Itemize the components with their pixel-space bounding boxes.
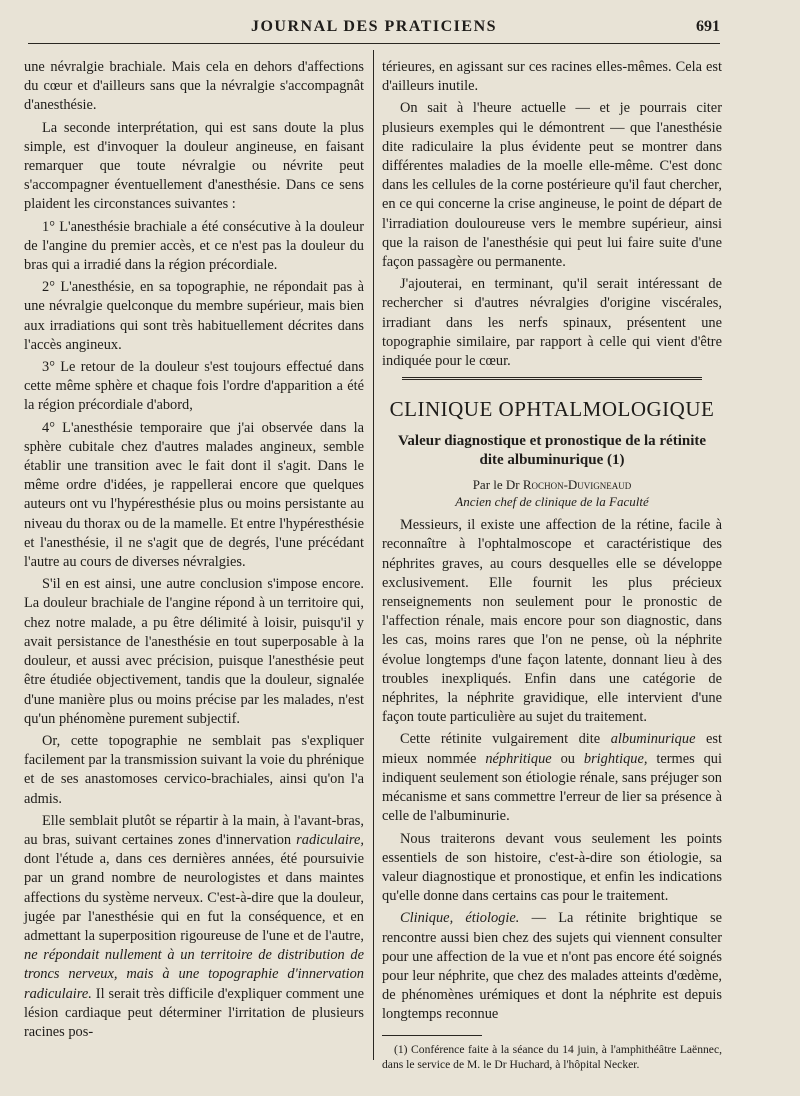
text-run: ou bbox=[551, 750, 584, 767]
paragraph bbox=[382, 909, 722, 1024]
paragraph: 1° L'anesthésie brachiale a été consécutive à la douleur de l'angine du premier accès, et ce n'est pas la douleur du bras qui a irradié dans la région précordiale. bbox=[24, 218, 364, 274]
paragraph bbox=[24, 812, 364, 1042]
paragraph bbox=[382, 730, 722, 826]
left-column bbox=[24, 58, 364, 1045]
article-title: Valeur diagnostique et pronostique de la rétinite dite albuminurique (1) bbox=[397, 433, 707, 469]
paragraph: 4° L'anesthésie temporaire que j'ai observée dans la sphère cubitale chez d'autres malades angineux, semble établir une transition avec le fait dont il s'agit. Dans le même ordre d'idées, je rappellerai encore que quelques auteurs ont vu l'hypéresthésie plus ou moins persistante au niveau du thorax ou de la mamelle. Et entre l'hypéresthésie et l'anesthésie, il ne s'agit que de degrés, l'une précédant l'autre au cours de diverses névralgies. bbox=[24, 419, 364, 571]
paragraph: une névralgie brachiale. Mais cela en dehors d'affections du cœur et d'ailleurs sans que la névralgie s'accompagnât d'anesthésie. bbox=[24, 59, 364, 114]
text-run: est mieux nommée bbox=[382, 731, 722, 767]
text-run: Il serait très difficile d'expliquer comment une lésion cardiaque peut déterminer l'irritation de plusieurs racines pos- bbox=[24, 985, 364, 1040]
italic-run: radiculaire, bbox=[296, 831, 364, 848]
byline bbox=[382, 476, 722, 493]
page-header bbox=[28, 10, 720, 40]
section-rule bbox=[402, 377, 702, 380]
header-rule bbox=[28, 43, 720, 44]
italic-run: néphritique bbox=[485, 750, 552, 767]
paragraph: La seconde interprétation, qui est sans doute la plus simple, est d'invoquer la douleur angineuse, en faisant remarquer que toute névralgie ou névrite peut s'accompagner éventuellement d'anesthésie. Dans ce sens plaident les circonstances suivantes : bbox=[24, 119, 364, 213]
section-title: CLINIQUE OPHTALMOLOGIQUE bbox=[389, 397, 715, 422]
paragraph: S'il en est ainsi, une autre conclusion s'impose encore. La douleur brachiale de l'angine répond à un territoire qui, chez notre malade, a pu être délimité à loisir, puisqu'il y avait persistance de l'anesthésie en tout superposable à la douleur, et aussi avec précision, puisque l'anesthésie peut être étudiée objectivement, tandis que la douleur, signalée d'une manière plus ou moins précise par les malades, n'est qu'un phénomène purement subjectif. bbox=[24, 576, 364, 727]
paragraph: 3° Le retour de la douleur s'est toujours effectué dans cette même sphère et chaque fois l'ordre d'apparition a été la région précordiale d'abord, bbox=[24, 359, 364, 414]
footnote: (1) Conférence faite à la séance du 14 juin, à l'amphithéâtre Laënnec, dans le service de M. le Dr Huchard, à l'hôpital Necker. bbox=[382, 1042, 722, 1071]
text-run: termes qui indiquent seulement son étiologie rénale, sans préjuger son mécanisme et sans commettre l'erreur de lier sa présence à celle de l'albuminurie. bbox=[382, 750, 723, 825]
page-number: 691 bbox=[696, 18, 720, 35]
italic-run: Clinique, étiologie. bbox=[400, 910, 520, 927]
italic-run: brightique, bbox=[583, 750, 648, 767]
text-run: dont l'étude a, dans ces dernières années, été poursuivie par un grand nombre de neurologistes et dans maintes affections du système nerveux. C'est-à-dire que la douleur, jugée par l'anesthésie qui en fut la conséquence, et en admettant la superposition rigoureuse de l'une et de l'autre, bbox=[24, 851, 364, 944]
text-run: Cette rétinite vulgairement dite bbox=[400, 731, 611, 748]
text-run: Elle semblait plutôt se répartir à la main, à l'avant-bras, au bras, suivant certaines zones d'innervation bbox=[24, 812, 364, 848]
paragraph: térieures, en agissant sur ces racines elles-mêmes. Cela est d'ailleurs inutile. bbox=[382, 59, 722, 95]
paragraph: 2° L'anesthésie, en sa topographie, ne répondait pas à une névralgie quelconque du membre supérieur, mais bien aux irradiations qui sont très habituellement décrites dans l'accès angineux. bbox=[24, 279, 364, 353]
italic-run: ne répondait nullement à un territoire de distribution de troncs nerveux, mais à une topographie d'innervation radiculaire. bbox=[24, 947, 364, 1002]
paragraph: Nous traiterons devant vous seulement les points essentiels de son histoire, c'est-à-dire son étiologie, sa valeur diagnostique et pronostique, et enfin les indications qu'elle donne dans certains cas pour le traitement. bbox=[382, 830, 722, 905]
italic-run: albuminurique bbox=[610, 731, 696, 748]
journal-title: JOURNAL DES PRATICIENS bbox=[250, 18, 498, 35]
paragraph: On sait à l'heure actuelle — et je pourrais citer plusieurs exemples qui le démontrent — que l'anesthésie dite radiculaire la plus évidente peut se montrer dans différentes maladies de la moelle elle-même. C'est donc dans les cellules de la corne postérieure qu'il faut chercher, en ce qui concerne la crise angineuse, le point de départ de l'irradiation douloureuse vers le membre supérieur, ainsi que la raison de l'anesthésie qui peut lui faire suite d'une façon passagère ou permanente. bbox=[382, 100, 722, 271]
author-role: Ancien chef de clinique de la Faculté bbox=[455, 494, 649, 510]
column-divider bbox=[373, 50, 374, 1060]
paragraph: Or, cette topographie ne semblait pas s'expliquer facilement par la transmission suivant la voie du phrénique et de ses anastomoses cervico-brachiales, ainsi qu'on l'a admis. bbox=[24, 732, 364, 807]
paragraph: J'ajouterai, en terminant, qu'il serait intéressant de rechercher si d'autres névralgies d'origine viscérales, irradiant dans les nerfs spinaux, présentent une topographie similaire, par rapport à celle qui vient d'être indiquée pour le cœur. bbox=[382, 276, 722, 370]
paragraph: Messieurs, il existe une affection de la rétine, facile à reconnaître à l'ophtalmoscope et caractéristique des néphrites graves, au cours desquelles elle se développe exclusivement. Elle fournit les plus précieux renseignements non seulement pour le pronostic de l'affection rénale, mais encore pour son diagnostic, dans les cas, moins rares que l'on ne pense, où la néphrite évolue longtemps d'une façon latente, donnant lieu à des troubles inexpliqués. Enfin dans une catégorie de néphrites, la néphrite gravidique, elle intervient d'une façon toute particulière au sujet du traitement. bbox=[382, 517, 722, 726]
byline-prefix: Par le Dr bbox=[472, 477, 523, 493]
footnote-rule bbox=[382, 1035, 482, 1036]
text-run: — La rétinite brightique se rencontre aussi bien chez des sujets qui viennent consulter pour une affection de la vue et n'ont pas encore été soignés pour leur néphrite, que chez des malades atteints d'œdème, de phénomènes urémiques et dont la néphrite est depuis longtemps reconnue bbox=[382, 910, 722, 1023]
author-name: Rochon-Duvigneaud bbox=[522, 477, 632, 493]
right-column bbox=[382, 58, 722, 1072]
